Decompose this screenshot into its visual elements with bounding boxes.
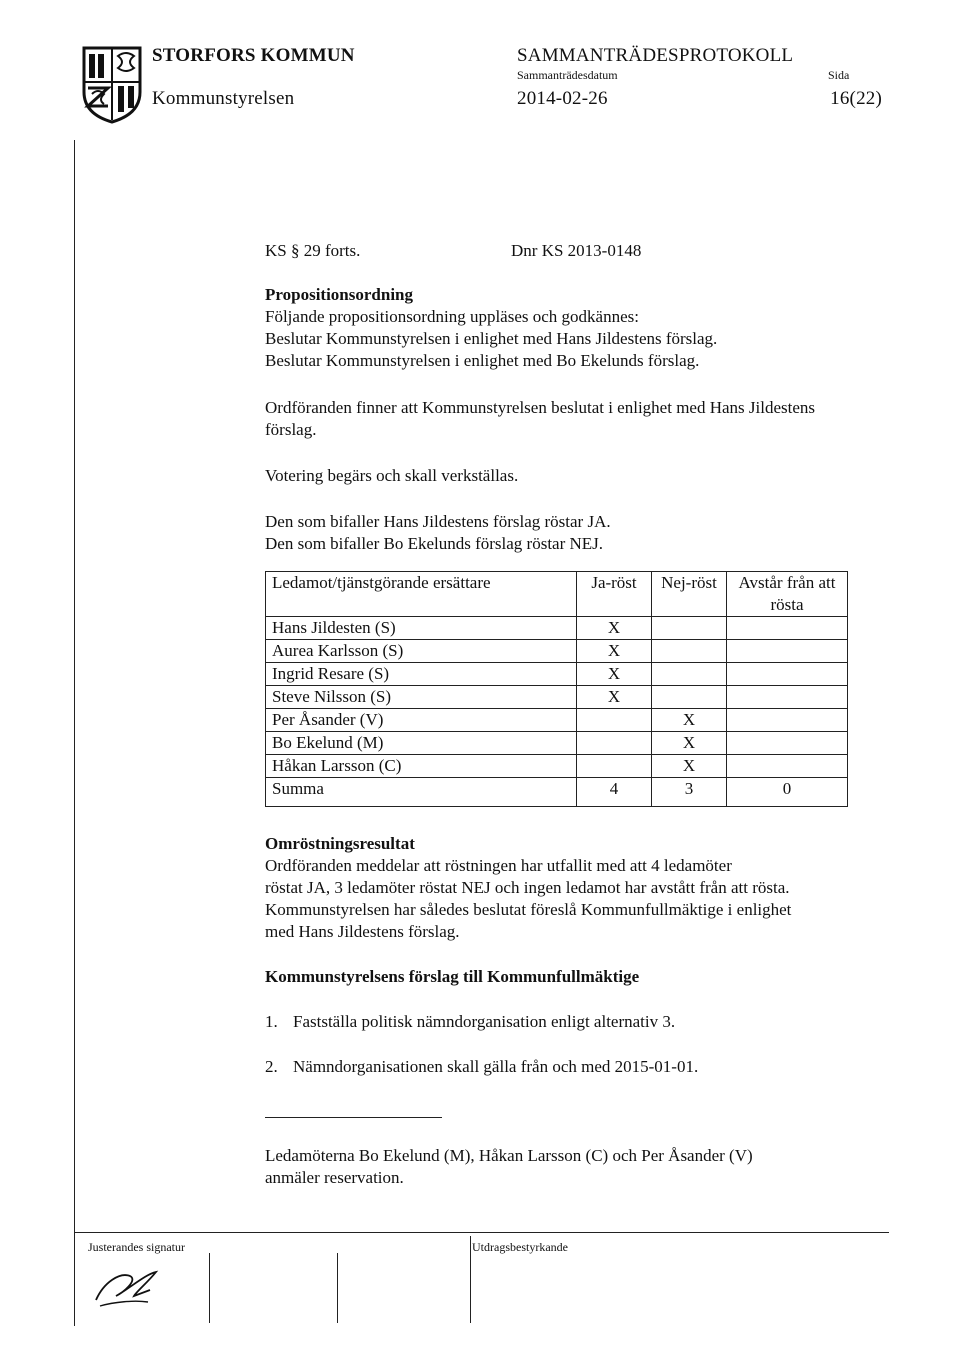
reservation-text: Ledamöterna Bo Ekelund (M), Håkan Larsson (C) och Per Åsander (V) [265, 1146, 753, 1165]
organization-name: STORFORS KOMMUN [152, 45, 355, 66]
document-type: SAMMANTRÄDESPROTOKOLL [517, 45, 794, 66]
proposition-line: Beslutar Kommunstyrelsen i enlighet med Bo Ekelunds förslag. [265, 351, 700, 370]
page-label: Sida [828, 68, 850, 82]
nej-mark [652, 663, 727, 686]
proposition-line: Följande propositionsordning uppläses och godkännes: [265, 307, 639, 326]
vote-table [265, 571, 848, 807]
result-heading: Omröstningsresultat [265, 834, 415, 853]
committee-name: Kommunstyrelsen [152, 88, 295, 109]
proposition-line: Beslutar Kommunstyrelsen i enlighet med Hans Jildestens förslag. [265, 329, 718, 348]
nej-mark: X [652, 732, 727, 755]
vote-sum-row [266, 778, 848, 807]
proposition-heading: Propositionsordning [265, 285, 414, 304]
footer-divider [470, 1236, 471, 1323]
nej-mark: X [652, 755, 727, 778]
abstain-mark [727, 686, 848, 709]
proposal-list [265, 1011, 865, 1081]
proposal-item [265, 1011, 675, 1033]
voting-rule-ja: Den som bifaller Hans Jildestens förslag röstar JA. [265, 512, 611, 531]
ja-mark [577, 732, 652, 755]
ja-mark [577, 709, 652, 732]
extract-label: Utdragsbestyrkande [472, 1240, 568, 1254]
sum-label: Summa [266, 778, 577, 807]
header-abstain: Avstår från att rösta [727, 572, 848, 617]
member-name: Steve Nilsson (S) [266, 686, 577, 709]
member-name: Bo Ekelund (M) [266, 732, 577, 755]
ja-mark: X [577, 686, 652, 709]
result-line: Kommunstyrelsen har således beslutat föreslå Kommunfullmäktige i enlighet [265, 900, 792, 919]
voting-request: Votering begärs och skall verkställas. [265, 466, 519, 485]
case-number: Dnr KS 2013-0148 [511, 241, 642, 260]
meeting-date-label: Sammanträdesdatum [517, 68, 618, 82]
abstain-mark [727, 755, 848, 778]
vote-row [266, 732, 848, 755]
footer-top-line [74, 1232, 889, 1233]
sum-nej: 3 [652, 778, 727, 807]
proposal-item [265, 1056, 698, 1078]
result-line: röstat JA, 3 ledamöter röstat NEJ och ingen ledamot har avstått från att rösta. [265, 878, 790, 897]
member-name: Håkan Larsson (C) [266, 755, 577, 778]
separator-line [265, 1117, 442, 1118]
proposal-number: 2. [265, 1057, 278, 1076]
left-margin-line [74, 140, 75, 1326]
vote-row [266, 709, 848, 732]
vote-row [266, 640, 848, 663]
footer-divider [337, 1253, 338, 1323]
vote-row [266, 663, 848, 686]
crest-icon [80, 44, 144, 124]
ja-mark [577, 755, 652, 778]
abstain-mark [727, 617, 848, 640]
reservation-text-cont: anmäler reservation. [265, 1168, 404, 1187]
chair-finding-cont: förslag. [265, 420, 317, 439]
proposal-number: 1. [265, 1012, 278, 1031]
header-nej: Nej-röst [652, 572, 727, 617]
sum-ja: 4 [577, 778, 652, 807]
ja-mark: X [577, 617, 652, 640]
ja-mark: X [577, 640, 652, 663]
page-number: 16(22) [830, 88, 882, 109]
header-member: Ledamot/tjänstgörande ersättare [266, 572, 577, 617]
proposal-heading: Kommunstyrelsens förslag till Kommunfullmäktige [265, 967, 640, 986]
nej-mark: X [652, 709, 727, 732]
vote-row [266, 617, 848, 640]
vote-row [266, 755, 848, 778]
chair-finding: Ordföranden finner att Kommunstyrelsen beslutat i enlighet med Hans Jildestens [265, 398, 816, 417]
voting-rule-nej: Den som bifaller Bo Ekelunds förslag röstar NEJ. [265, 534, 604, 553]
sum-abstain: 0 [727, 778, 848, 807]
signature-icon [90, 1262, 170, 1312]
meeting-date: 2014-02-26 [517, 88, 608, 109]
abstain-mark [727, 709, 848, 732]
nej-mark [652, 686, 727, 709]
municipal-crest [80, 44, 144, 124]
member-name: Aurea Karlsson (S) [266, 640, 577, 663]
signature-label: Justerandes signatur [88, 1240, 185, 1254]
vote-table-header [266, 572, 848, 617]
nej-mark [652, 640, 727, 663]
section-reference: KS § 29 forts. [265, 241, 361, 260]
nej-mark [652, 617, 727, 640]
result-line: med Hans Jildestens förslag. [265, 922, 460, 941]
abstain-mark [727, 640, 848, 663]
footer-divider [209, 1253, 210, 1323]
proposal-text: Nämndorganisationen skall gälla från och med 2015-01-01. [293, 1057, 699, 1076]
member-name: Hans Jildesten (S) [266, 617, 577, 640]
vote-row [266, 686, 848, 709]
abstain-mark [727, 663, 848, 686]
proposal-text: Fastställa politisk nämndorganisation enligt alternativ 3. [293, 1012, 676, 1031]
member-name: Per Åsander (V) [266, 709, 577, 732]
ja-mark: X [577, 663, 652, 686]
result-line: Ordföranden meddelar att röstningen har utfallit med att 4 ledamöter [265, 856, 732, 875]
handwritten-signature [90, 1262, 170, 1312]
abstain-mark [727, 732, 848, 755]
member-name: Ingrid Resare (S) [266, 663, 577, 686]
header-ja: Ja-röst [577, 572, 652, 617]
